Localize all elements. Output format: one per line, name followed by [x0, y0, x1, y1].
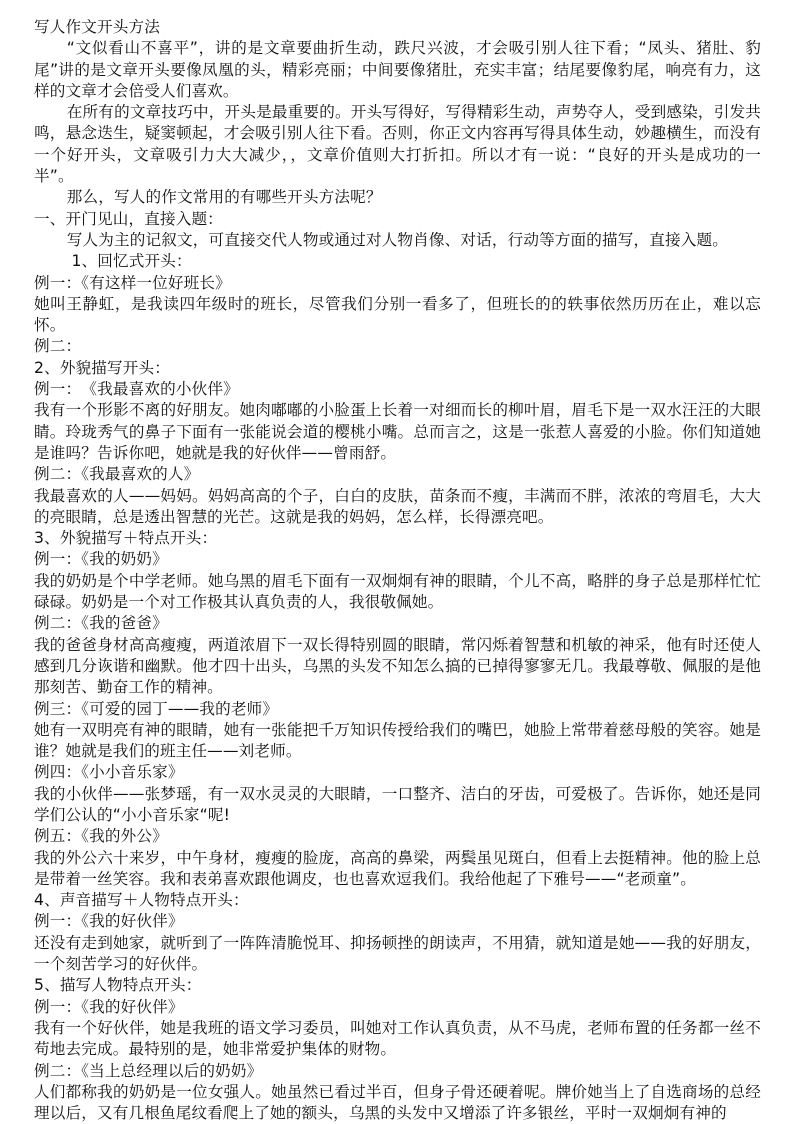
example-text: 人们都称我的奶奶是一位女强人。她虽然已看过半百，但身子骨还硬着呢。牌价她当上了自选商场的总经理以后，又有几根鱼尾纹看爬上了她的额头，乌黑的头发中又增添了许多银丝，平时一双炯炯有神的 [34, 1082, 761, 1123]
example-title: 例三：《可爱的园丁——我的老师》 [34, 699, 279, 718]
intro-paragraph-3: 那么，写人的作文常用的有哪些开头方法呢？ [66, 188, 382, 207]
section-heading: 一、开门见山，直接入题： [34, 209, 223, 228]
example-title: 例一：《有这样一位好班长》 [34, 273, 231, 292]
example-title: 例一： 《我最喜欢的小伙伴》 [34, 380, 239, 399]
method-heading: 3、外貌描写＋特点开头： [34, 529, 218, 548]
example-title: 例五：《我的外公》 [34, 827, 168, 846]
method-heading: 5、描写人物特点开头： [34, 976, 202, 995]
example-text: 我的爸爸身材高高瘦瘦，两道浓眉下一双长得特别圆的眼睛，常闪烁着智慧和机敏的神采，他有时还使人感到几分诙谐和幽默。他才四十出头，乌黑的头发不知怎么搞的已掉得寥寥无几。我最尊敬、佩服的是他那刻苦、勤奋工作的精神。 [34, 635, 761, 697]
example-text: 我的小伙伴——张梦瑶，有一双水灵灵的大眼睛，一口整齐、洁白的牙齿，可爱极了。告诉你，她还是同学们公认的“小小音乐家“呢! [34, 784, 761, 824]
example-title: 例一：《我的奶奶》 [34, 550, 168, 569]
section-description: 写人为主的记叙文，可直接交代人物或通过对人物肖像、对话，行动等方面的描写，直接入题。 [66, 230, 728, 249]
method-heading: 1、回忆式开头： [71, 252, 192, 271]
example-title: 例一：《我的好伙伴》 [34, 912, 184, 931]
method-heading: 2、外貌描写开头： [34, 358, 171, 377]
example-text: 她叫王静虹，是我读四年级时的班长，尽管我们分别一看多了，但班长的的轶事依然历历在止，难以忘怀。 [34, 294, 761, 335]
example-text: 我最喜欢的人——妈妈。妈妈高高的个子，白白的皮肤，苗条而不瘦，丰满而不胖，浓浓的弯眉毛，大大的亮眼睛，总是透出智慧的光芒。这就是我的妈妈，怎么样，长得漂亮吧。 [34, 486, 761, 526]
example-text: 我的奶奶是个中学老师。她乌黑的眉毛下面有一双炯炯有神的眼睛，个儿不高，略胖的身子总是那样忙忙碌碌。奶奶是一个对工作极其认真负责的人，我很敬佩她。 [34, 571, 761, 612]
intro-paragraph-1: “文似看山不喜平”，讲的是文章要曲折生动，跌尺兴波，才会吸引别人往下看；“凤头、猪肚、豹尾”讲的是文章开头要像凤凰的头，精彩亮丽；中间要像猪肚，充实丰富；结尾要像豹尾，响亮有力，这样的文章才会倍受人们喜欢。 [34, 39, 761, 100]
example-text: 我的外公六十来岁，中午身材，瘦瘦的脸庞，高高的鼻梁，两鬓虽见斑白，但看上去挺精神。他的脸上总是带着一丝笑容。我和表弟喜欢跟他调皮，也也喜欢逗我们。我给他起了下雅号——“老顽童”。 [34, 848, 761, 888]
example-text: 还没有走到她家，就听到了一阵阵清脆悦耳、抑扬顿挫的朗读声，不用猜，就知道是她——我的好朋友，一个刻苦学习的好伙伴。 [34, 933, 761, 974]
example-title: 例一：《我的好伙伴》 [34, 997, 184, 1016]
example-title: 例四：《小小音乐家》 [34, 763, 184, 782]
example-text: 她有一双明亮有神的眼睛，她有一张能把千万知识传授给我们的嘴巴，她脸上常带着慈母般的笑容。她是谁？她就是我们的班主任——刘老师。 [34, 720, 761, 761]
example-title: 例二：《我最喜欢的人》 [34, 465, 200, 484]
intro-paragraph-2: 在所有的文章技巧中，开头是最重要的。开头写得好，写得精彩生动，声势夺人，受到感染，引发共鸣，悬念迭生，疑窦顿起，才会吸引别人往下看。否则，你正文内容再写得具体生动，妙趣横生，而没有一个好开头，文章吸引力大大减少，，文章价值则大打折扣。所以才有一说：“良好的开头是成功的一半”。 [34, 103, 761, 186]
example-title: 例二：《当上总经理以后的奶奶》 [34, 1061, 263, 1080]
example-text: 我有一个形影不离的好朋友。她肉嘟嘟的小脸蛋上长着一对细而长的柳叶眉，眉毛下是一双水汪汪的大眼睛。玲珑秀气的鼻子下面有一张能说会道的樱桃小嘴。总而言之，这是一张惹人喜爱的小脸。你们知道她是谁吗？告诉你吧，她就是我的好伙伴——曾雨舒。 [34, 401, 761, 462]
example-text: 我有一个好伙伴，她是我班的语文学习委员，叫她对工作认真负责，从不马虎，老师布置的任务都一丝不苟地去完成。最特别的是，她非常爱护集体的财物。 [34, 1018, 761, 1059]
document-title: 写人作文开头方法 [34, 18, 160, 36]
example-title: 例二：《我的爸爸》 [34, 614, 168, 633]
example-title: 例二： [34, 337, 82, 356]
method-heading: 4、声音描写＋人物特点开头： [34, 891, 249, 910]
